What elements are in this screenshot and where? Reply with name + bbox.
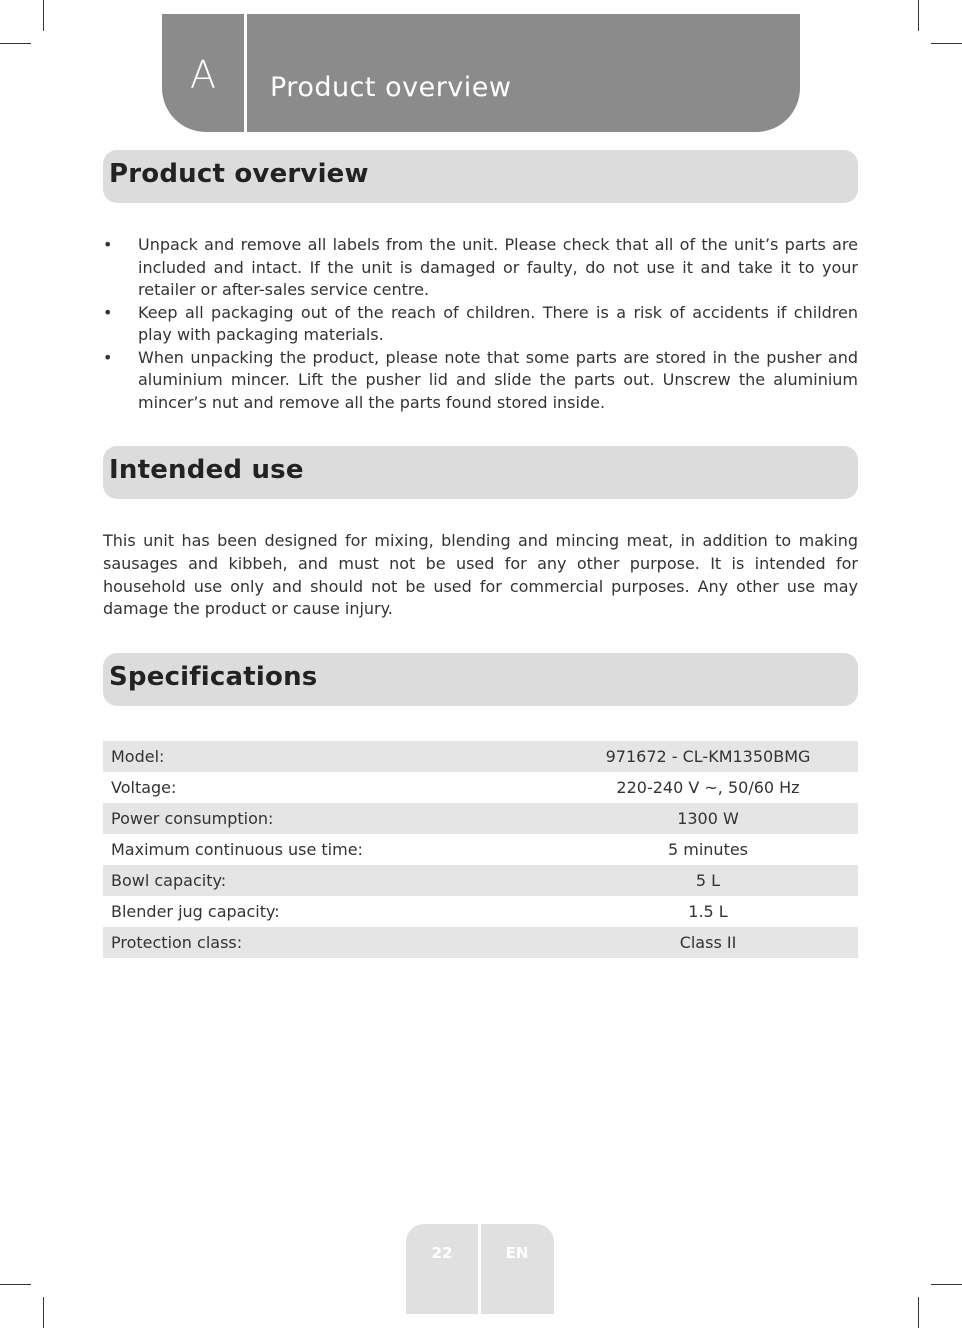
bullet-text: Unpack and remove all labels from the unit. Please check that all of the unit’s parts are included and intact. If the unit is damaged or faulty, do not use it and take it to your retailer or after-sales service centre. <box>138 235 858 299</box>
section-banner-specifications <box>103 653 858 706</box>
table-row <box>103 834 858 865</box>
spec-label: Blender jug capacity: <box>111 902 280 921</box>
table-row <box>103 772 858 803</box>
list-item <box>103 234 858 302</box>
spec-label: Protection class: <box>103 927 558 958</box>
section-banner-product-overview <box>103 150 858 203</box>
section-title: Intended use <box>109 455 304 485</box>
intended-use-paragraph: This unit has been designed for mixing, blending and mincing meat, in addition to making sausages and kibbeh, and must not be used for any other purpose. It is intended for household use only and should not be used for commercial purposes. Any other use may damage the product or cause injury. <box>103 531 858 619</box>
spec-value: 1.5 L <box>688 902 728 921</box>
spec-label: Power consumption: <box>103 803 558 834</box>
crop-mark <box>918 0 919 31</box>
section-banner-intended-use <box>103 446 858 499</box>
spec-value: 220-240 V ~, 50/60 Hz <box>616 778 800 797</box>
footer-divider <box>478 1224 481 1314</box>
bullet-icon: • <box>103 235 113 254</box>
page-footer <box>406 1224 554 1314</box>
table-row <box>103 741 858 772</box>
crop-mark <box>43 0 44 31</box>
spec-value: Class II <box>558 927 858 958</box>
chapter-letter: A <box>190 53 216 97</box>
crop-mark <box>0 43 31 44</box>
table-row <box>103 803 858 834</box>
page-number: 22 <box>431 1244 453 1262</box>
spec-label: Model: <box>103 741 558 772</box>
crop-mark <box>0 1284 31 1285</box>
spec-label: Maximum continuous use time: <box>111 840 363 859</box>
list-item <box>103 302 858 347</box>
table-row <box>103 865 858 896</box>
list-item <box>103 347 858 415</box>
crop-mark <box>43 1297 44 1328</box>
chapter-title: Product overview <box>270 72 512 103</box>
section-title: Product overview <box>109 159 369 189</box>
table-row <box>103 896 858 927</box>
chapter-header <box>162 14 800 132</box>
bullet-text: Keep all packaging out of the reach of children. There is a risk of accidents if children play with packaging materials. <box>138 302 858 344</box>
overview-bullet-list <box>103 234 858 414</box>
bullet-icon: • <box>103 347 113 367</box>
header-divider <box>244 14 247 132</box>
bullet-text: When unpacking the product, please note that some parts are stored in the pusher and aluminium mincer. Lift the pusher lid and slide the parts out. Unscrew the aluminium mincer’s nut and remove all the parts found stored inside. <box>138 347 858 412</box>
spec-value: 1300 W <box>558 803 858 834</box>
language-code: EN <box>505 1244 529 1262</box>
specifications-table <box>103 741 858 958</box>
spec-value: 5 L <box>558 865 858 896</box>
bullet-icon: • <box>103 302 113 322</box>
spec-value: 5 minutes <box>667 840 749 859</box>
crop-mark <box>931 43 962 44</box>
section-title: Specifications <box>109 662 318 692</box>
crop-mark <box>918 1297 919 1328</box>
spec-value: 971672 - CL-KM1350BMG <box>558 741 858 772</box>
table-row <box>103 927 858 958</box>
crop-mark <box>931 1284 962 1285</box>
spec-label: Bowl capacity: <box>103 865 558 896</box>
spec-label: Voltage: <box>111 778 177 797</box>
